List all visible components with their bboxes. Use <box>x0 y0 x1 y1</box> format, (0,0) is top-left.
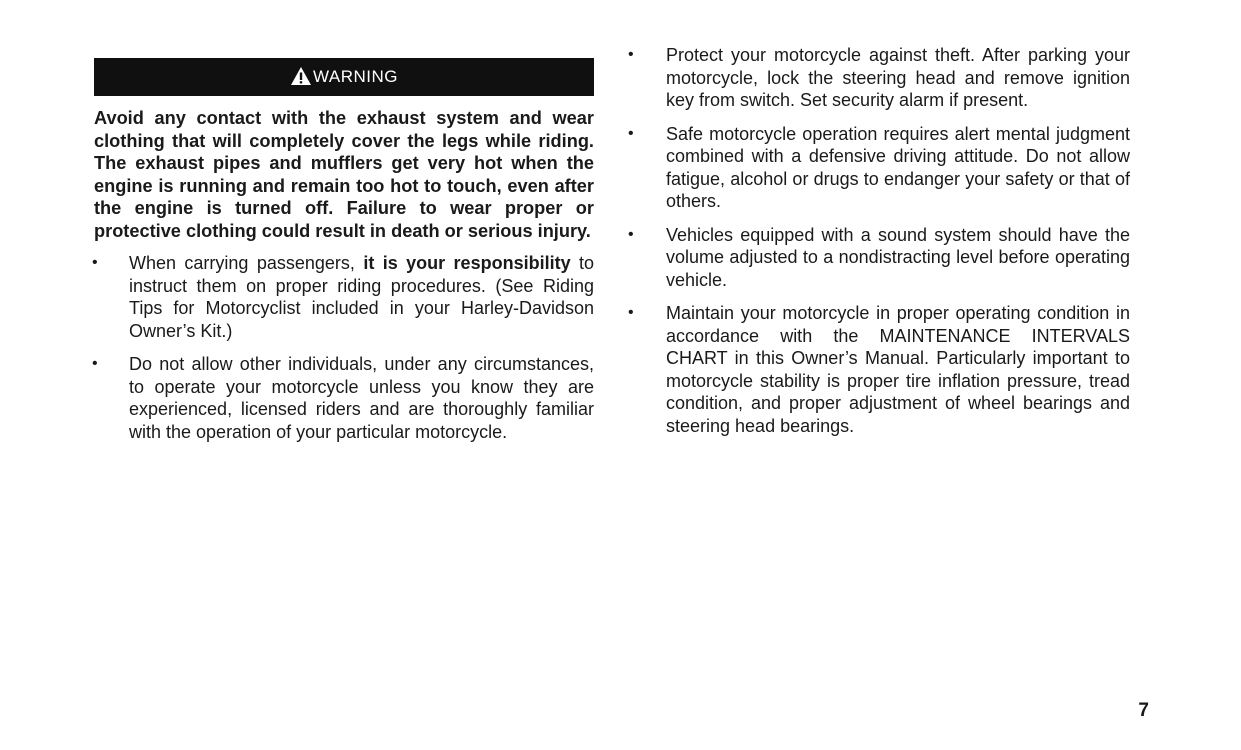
left-bullet-list <box>94 252 594 454</box>
bullet-text-end: to instruct them on proper riding procedures. (See Riding Tips for Motorcyclist included in your Harley-Davidson Owner’s Kit.) <box>129 253 595 341</box>
warning-text: Avoid any contact with the exhaust system and wear clothing that will completely cover the legs while riding. The exhaust pipes and mufflers get very hot when the engine is running and remain too hot to touch, even after the engine is turned off. Failure to wear proper or protective clothing could result in death or serious injury. <box>94 108 594 241</box>
page-number: 7 <box>1138 700 1149 721</box>
bullet-text: Protect your motorcycle against theft. After parking your motorcycle, lock the steering head and remove ignition key from switch. Set security alarm if present. <box>666 45 1130 110</box>
list-item <box>630 302 1130 437</box>
bullet-text: Vehicles equipped with a sound system should have the volume adjusted to a nondistracting level before operating vehicle. <box>666 224 1130 290</box>
list-item <box>630 224 1130 292</box>
bullet-text-start: When carrying passengers, <box>129 253 364 273</box>
bullet-glyph: • <box>92 355 98 372</box>
list-item <box>94 252 594 342</box>
list-item <box>94 353 594 443</box>
right-bullet-list <box>630 44 1130 448</box>
bullet-glyph: • <box>628 124 634 142</box>
warning-triangle-icon <box>290 66 312 86</box>
warning-label: WARNING <box>312 67 399 86</box>
bullet-glyph: • <box>628 46 634 63</box>
bullet-glyph: • <box>628 225 634 243</box>
list-item <box>630 123 1130 213</box>
list-item <box>630 44 1130 112</box>
warning-banner <box>94 58 594 96</box>
bullet-text-emphasis: it is your responsibility <box>363 253 571 273</box>
bullet-text: Do not allow other individuals, under any circumstances, to operate your motorcycle unless you know they are experienced, licensed riders and are thoroughly familiar with the operation of your particular motorcycle. <box>129 354 594 442</box>
bullet-text: Maintain your motorcycle in proper operating condition in accordance with the MAINTENANCE INTERVALS CHART in this Owner’s Manual. Particularly important to motorcycle stability is proper tire inflation pressure, tread condition, and proper adjustment of wheel bearings and steering head bearings. <box>666 303 1130 436</box>
bullet-glyph: • <box>92 254 98 271</box>
bullet-glyph: • <box>628 304 634 321</box>
bullet-text: Safe motorcycle operation requires alert mental judgment combined with a defensive driving attitude. Do not allow fatigue, alcohol or drugs to endanger your safety or that of others. <box>666 123 1130 211</box>
